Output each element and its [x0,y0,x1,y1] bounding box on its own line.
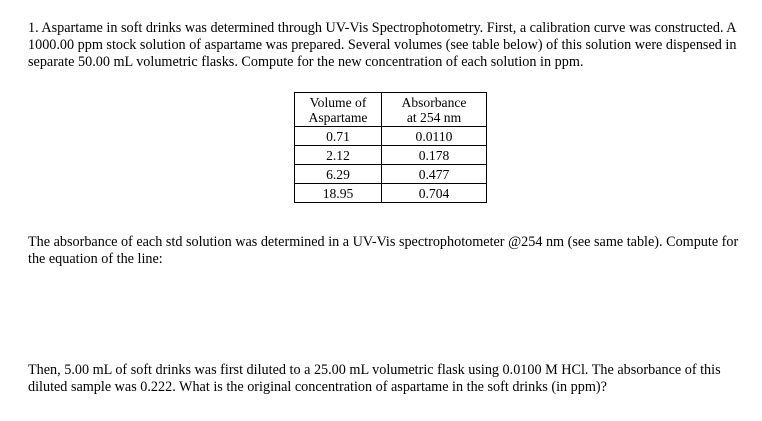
table-row [295,184,487,203]
header-absorbance [382,93,487,127]
absorbance-cell: 0.0110 [382,127,487,146]
problem-intro: 1. Aspartame in soft drinks was determined through UV-Vis Spectrophotometry. First, a calibration curve was constructed. A 1000.00 ppm stock solution of aspartame was prepared. Several volumes (see table below) of this solution were dispensed in separate 50.00 mL volumetric flasks. Compute for the new concentration of each solution in ppm. [28,20,737,70]
header-absorbance-line1: Absorbance [401,95,467,110]
header-volume [295,93,382,127]
absorbance-cell: 0.477 [382,165,487,184]
volume-cell: 0.71 [295,127,382,146]
header-absorbance-line2: at 254 nm [406,110,462,125]
header-volume-line2: Aspartame [308,110,368,125]
volume-cell: 18.95 [295,184,382,203]
sample-paragraph: Then, 5.00 mL of soft drinks was first diluted to a 25.00 mL volumetric flask using 0.0100 M HCl. The absorbance of this diluted sample was 0.222. What is the original concentration of aspartame in the soft drinks (in ppm)? [28,362,721,395]
volume-cell: 2.12 [295,146,382,165]
volume-cell: 6.29 [295,165,382,184]
absorbance-paragraph: The absorbance of each std solution was determined in a UV-Vis spectrophotometer @254 nm (see same table). Compute for the equation of the line: [28,234,739,267]
table-row [295,146,487,165]
table-row [295,165,487,184]
header-volume-line1: Volume of [309,95,367,110]
calibration-table [294,92,487,203]
absorbance-cell: 0.178 [382,146,487,165]
table-header-row [295,93,487,127]
table-row [295,127,487,146]
absorbance-cell: 0.704 [382,184,487,203]
